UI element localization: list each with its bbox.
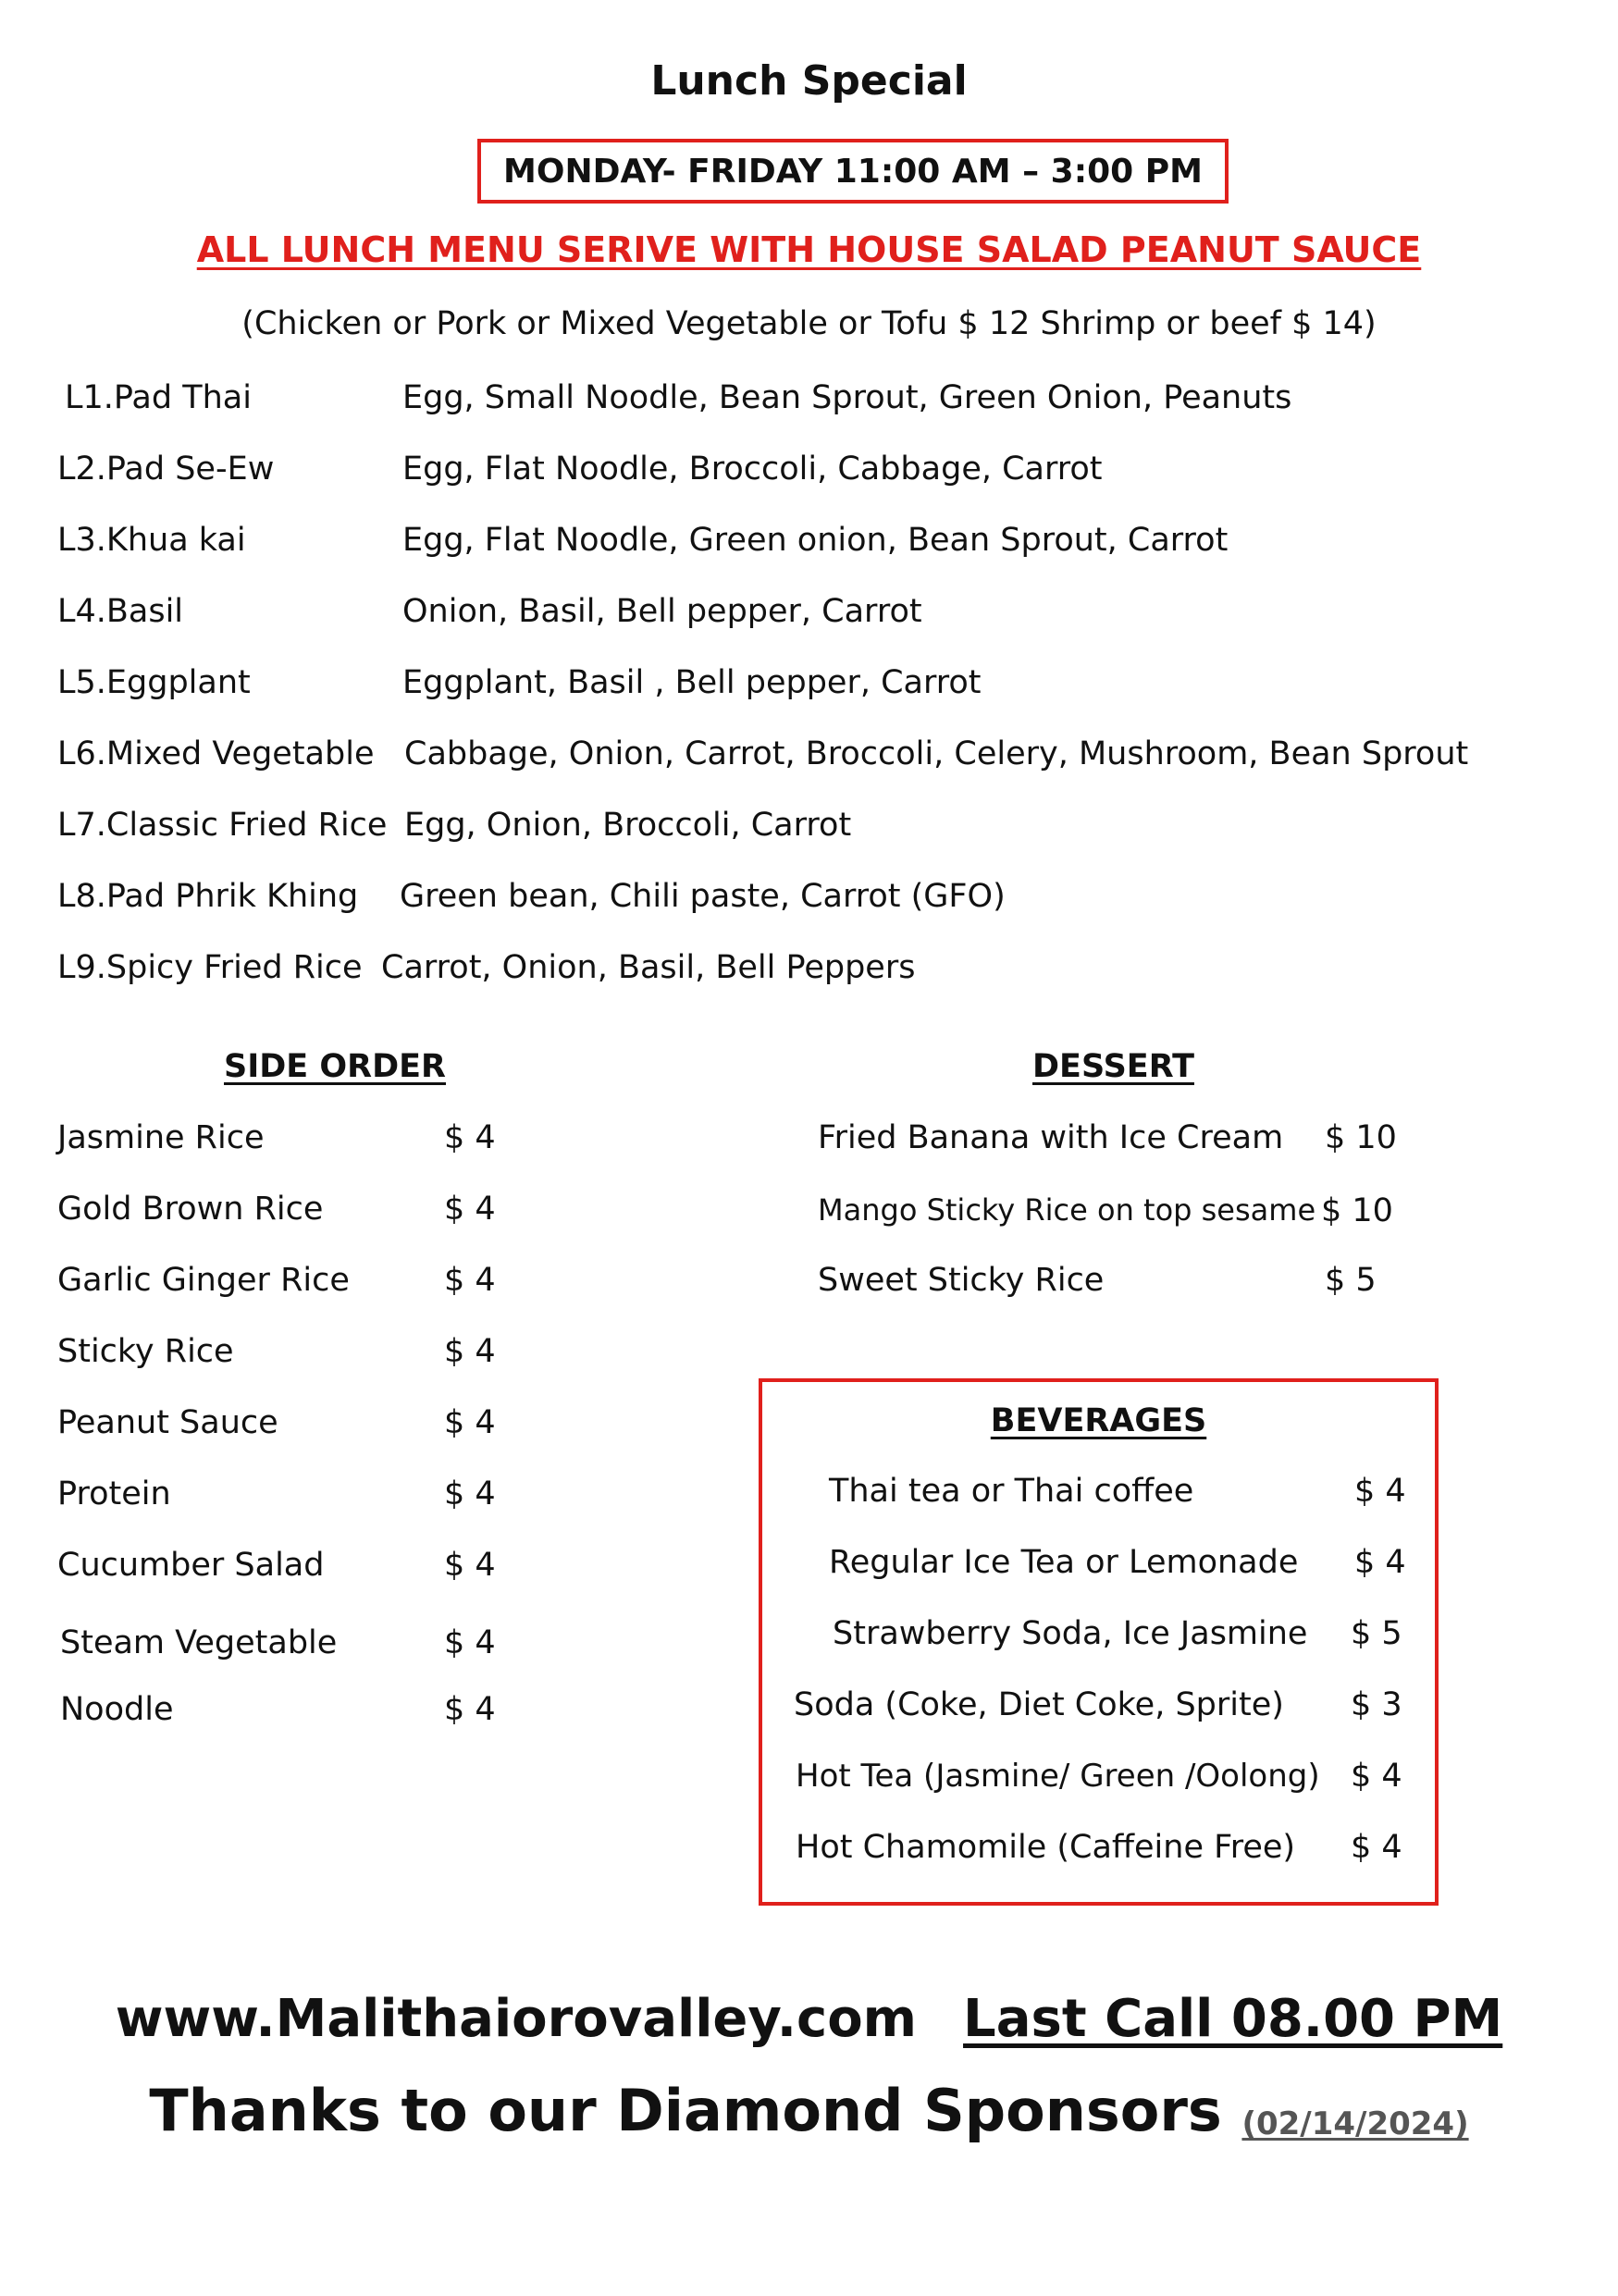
- beverage-item-name: Regular Ice Tea or Lemonade: [829, 1544, 1299, 1581]
- side-order-item-price: $ 4: [444, 1333, 496, 1370]
- beverage-item-price: $ 4: [1351, 1758, 1402, 1795]
- side-order-item: [0, 1262, 648, 1317]
- side-order-item: [0, 1547, 648, 1602]
- hours-box: [477, 139, 1229, 204]
- footer-line-1: [0, 1989, 1618, 2049]
- beverage-item-price: $ 5: [1351, 1615, 1402, 1652]
- beverages-heading: BEVERAGES: [990, 1402, 1207, 1439]
- sponsors-text: Thanks to our Diamond Sponsors: [149, 2077, 1222, 2144]
- side-order-item: [0, 1404, 648, 1460]
- side-order-item-name: Protein: [57, 1475, 171, 1512]
- beverage-item-name: Soda (Coke, Diet Coke, Sprite): [794, 1686, 1284, 1723]
- lunch-item-name: L1.Pad Thai: [65, 379, 252, 416]
- dessert-item-price: $ 10: [1321, 1192, 1393, 1229]
- side-order-item: [0, 1191, 648, 1246]
- lunch-item: [0, 878, 1618, 933]
- side-order-item-price: $ 4: [444, 1262, 496, 1299]
- lunch-item-name: L3.Khua kai: [57, 522, 246, 559]
- lunch-item-desc: Egg, Small Noodle, Bean Sprout, Green Onion, Peanuts: [402, 379, 1292, 416]
- side-order-item: [0, 1333, 648, 1389]
- side-order-item: [0, 1624, 648, 1680]
- beverage-item: [762, 1615, 1435, 1671]
- side-order-item: [0, 1475, 648, 1531]
- beverage-item-price: $ 4: [1351, 1829, 1402, 1866]
- side-order-item-name: Cucumber Salad: [57, 1547, 325, 1584]
- lunch-item: [0, 949, 1618, 1005]
- lunch-item-name: L9.Spicy Fried Rice: [57, 949, 363, 986]
- website-link[interactable]: www.Malithaiorovalley.com: [115, 1989, 918, 2049]
- lunch-item-desc: Egg, Flat Noodle, Broccoli, Cabbage, Carrot: [402, 451, 1103, 488]
- lunch-item-name: L6.Mixed Vegetable: [57, 735, 375, 772]
- beverage-item: [762, 1758, 1435, 1813]
- dessert-item-name: Mango Sticky Rice on top sesame: [818, 1192, 1316, 1228]
- beverage-item: [762, 1686, 1435, 1742]
- lunch-item-name: L4.Basil: [57, 593, 184, 630]
- dessert-item: [814, 1119, 1591, 1175]
- lunch-item-desc: Green bean, Chili paste, Carrot (GFO): [400, 878, 1006, 915]
- lunch-item: [0, 451, 1618, 506]
- lunch-notice: ALL LUNCH MENU SERIVE WITH HOUSE SALAD PEANUT SAUCE: [196, 229, 1422, 270]
- hours-text: MONDAY- FRIDAY 11:00 AM – 3:00 PM: [503, 152, 1203, 191]
- side-order-item-name: Steam Vegetable: [60, 1624, 338, 1661]
- dessert-item-name: Sweet Sticky Rice: [818, 1262, 1105, 1299]
- dessert-item-price: $ 10: [1325, 1119, 1397, 1156]
- beverage-item-price: $ 4: [1354, 1544, 1406, 1581]
- beverages-box: [759, 1378, 1439, 1906]
- beverage-item-price: $ 3: [1351, 1686, 1402, 1723]
- dessert-item: [814, 1262, 1591, 1317]
- lunch-item: [0, 735, 1618, 791]
- menu-date: (02/14/2024): [1241, 2105, 1469, 2142]
- side-order-item-name: Gold Brown Rice: [57, 1191, 324, 1228]
- side-order-heading: SIDE ORDER: [224, 1048, 446, 1085]
- side-order-item-price: $ 4: [444, 1404, 496, 1441]
- lunch-item-desc: Eggplant, Basil , Bell pepper, Carrot: [402, 664, 982, 701]
- lunch-item-desc: Carrot, Onion, Basil, Bell Peppers: [381, 949, 916, 986]
- side-order-item-name: Noodle: [60, 1691, 174, 1728]
- footer-line-2: [0, 2077, 1618, 2144]
- beverage-item: [762, 1544, 1435, 1599]
- side-order-item-name: Peanut Sauce: [57, 1404, 278, 1441]
- lunch-item-name: L2.Pad Se-Ew: [57, 451, 275, 488]
- lunch-item: [0, 664, 1618, 720]
- last-call-text: Last Call 08.00 PM: [963, 1989, 1503, 2049]
- lunch-item: [0, 807, 1618, 862]
- lunch-item-name: L5.Eggplant: [57, 664, 251, 701]
- lunch-item: [0, 379, 1618, 435]
- side-order-item-name: Sticky Rice: [57, 1333, 234, 1370]
- dessert-item-price: $ 5: [1325, 1262, 1377, 1299]
- beverage-item-price: $ 4: [1354, 1473, 1406, 1510]
- lunch-item-desc: Egg, Flat Noodle, Green onion, Bean Sprout, Carrot: [402, 522, 1229, 559]
- side-order-item-name: Garlic Ginger Rice: [57, 1262, 350, 1299]
- beverage-item-name: Strawberry Soda, Ice Jasmine: [833, 1615, 1308, 1652]
- lunch-item-desc: Cabbage, Onion, Carrot, Broccoli, Celery, Mushroom, Bean Sprout: [404, 735, 1469, 772]
- dessert-item: [814, 1192, 1591, 1248]
- page-title: Lunch Special: [650, 57, 968, 105]
- lunch-item-desc: Onion, Basil, Bell pepper, Carrot: [402, 593, 922, 630]
- side-order-item-price: $ 4: [444, 1475, 496, 1512]
- lunch-item-name: L8.Pad Phrik Khing: [57, 878, 359, 915]
- dessert-heading: DESSERT: [1032, 1048, 1194, 1085]
- side-order-item-price: $ 4: [444, 1624, 496, 1661]
- side-order-item-price: $ 4: [444, 1547, 496, 1584]
- side-order-item-price: $ 4: [444, 1691, 496, 1728]
- side-order-item-name: Jasmine Rice: [57, 1119, 265, 1156]
- side-order-item-price: $ 4: [444, 1119, 496, 1156]
- side-order-item: [0, 1691, 648, 1747]
- lunch-item: [0, 522, 1618, 577]
- side-order-item-price: $ 4: [444, 1191, 496, 1228]
- beverage-item: [762, 1829, 1435, 1884]
- beverage-item-name: Hot Tea (Jasmine/ Green /Oolong): [796, 1758, 1320, 1795]
- lunch-item-name: L7.Classic Fried Rice: [57, 807, 388, 844]
- side-order-item: [0, 1119, 648, 1175]
- lunch-item: [0, 593, 1618, 648]
- beverage-item-name: Thai tea or Thai coffee: [829, 1473, 1194, 1510]
- protein-pricing: (Chicken or Pork or Mixed Vegetable or Tofu $ 12 Shrimp or beef $ 14): [241, 305, 1377, 342]
- beverage-item: [762, 1473, 1435, 1528]
- beverage-item-name: Hot Chamomile (Caffeine Free): [796, 1829, 1296, 1866]
- lunch-item-desc: Egg, Onion, Broccoli, Carrot: [404, 807, 852, 844]
- dessert-item-name: Fried Banana with Ice Cream: [818, 1119, 1284, 1156]
